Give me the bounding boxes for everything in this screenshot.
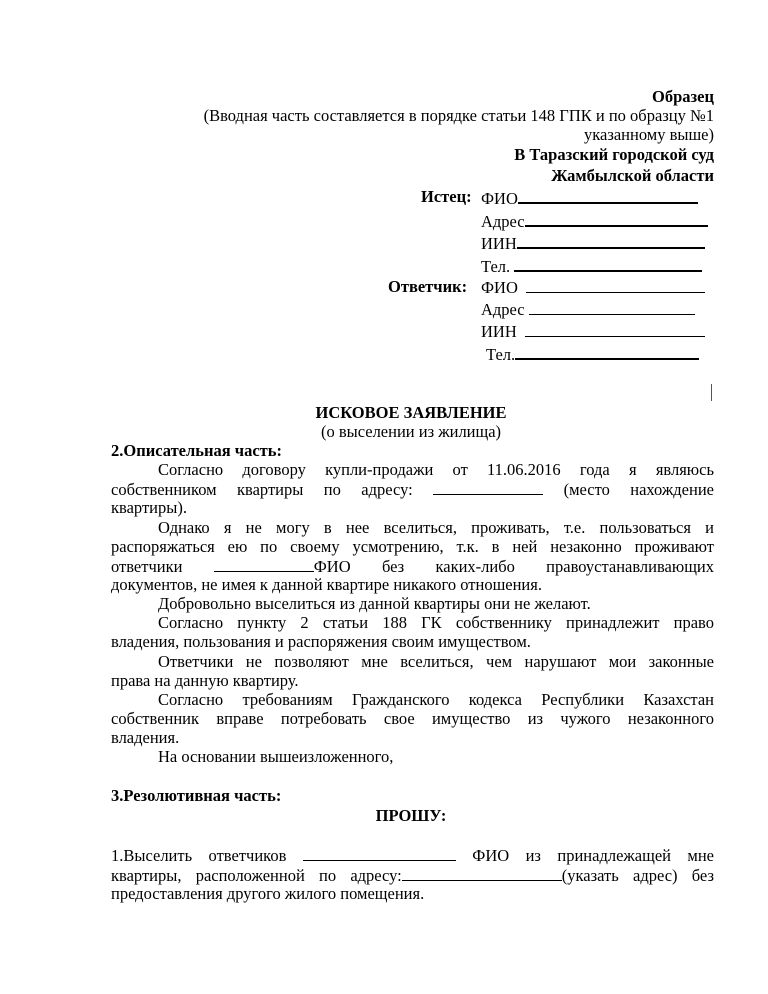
p2-line1: Однако я не могу в нее вселиться, проживать, т.е. пользоваться и: [158, 518, 714, 537]
defendant-blank-1: [214, 556, 314, 572]
defendant-fio-label: ФИО: [481, 278, 518, 297]
defendant-fio-blank: [526, 277, 705, 293]
p1-line2-text-b: (место нахождение: [563, 480, 714, 499]
p2-line3: [111, 556, 714, 577]
item1-line3: предоставления другого жилого помещения.: [111, 884, 425, 903]
defendant-iin-blank: [525, 321, 705, 337]
p2-line2: распоряжаться ею по своему усмотрению, т.к. в ней незаконно проживают: [111, 537, 714, 556]
defendant-address-blank: [529, 299, 695, 315]
defendant-phone-field: [486, 343, 699, 365]
defendant-iin-label: ИИН: [481, 322, 517, 341]
defendant-address-field: [481, 299, 695, 320]
address-blank-2: [402, 865, 562, 881]
defendant-blank-2: [303, 845, 456, 861]
intro-note-line1: (Вводная часть составляется в порядке статьи 148 ГПК и по образцу №1: [203, 106, 714, 125]
item1-line2-text-a: квартиры, расположенной по адресу:: [111, 866, 402, 885]
plaintiff-iin-field: [481, 232, 705, 254]
defendant-label: Ответчик:: [388, 277, 468, 296]
defendant-phone-label: Тел.: [486, 345, 516, 364]
text-cursor: [711, 384, 712, 401]
p6-line1: Согласно требованиям Гражданского кодекса Республики Казахстан: [158, 690, 714, 709]
p4-line1: Согласно пункту 2 статьи 188 ГК собственнику принадлежит право: [158, 613, 714, 632]
p3-line1: Добровольно выселиться из данной квартиры они не желают.: [158, 594, 591, 613]
request-heading: ПРОШУ:: [375, 806, 447, 825]
p1-line3: квартиры).: [111, 498, 187, 517]
item1-line1-text-a: 1.Выселить ответчиков: [111, 846, 287, 865]
plaintiff-address-label: Адрес: [481, 212, 525, 231]
p6-line2: собственник вправе потребовать свое имущество из чужого незаконного: [111, 709, 714, 728]
address-blank-1: [433, 479, 543, 495]
p6-line3: владения.: [111, 728, 180, 747]
defendant-fio-field: [481, 277, 705, 298]
plaintiff-label: Истец:: [421, 187, 472, 206]
defendant-iin-field: [481, 321, 705, 342]
plaintiff-address-blank: [525, 210, 708, 227]
p1-line2: [111, 479, 714, 500]
court-name-line1: В Таразский городской суд: [514, 145, 714, 164]
plaintiff-address-field: [481, 210, 708, 232]
item1-line1: [111, 845, 714, 866]
p5-line1: Ответчики не позволяют мне вселиться, чем нарушают мои законные: [158, 652, 714, 671]
plaintiff-fio-field: [481, 187, 698, 209]
p2-line3-text-a: ответчики: [111, 557, 183, 576]
document-title: ИСКОВОЕ ЗАЯВЛЕНИЕ: [315, 403, 507, 422]
defendant-address-label: Адрес: [481, 300, 525, 319]
plaintiff-phone-blank: [514, 255, 702, 272]
plaintiff-phone-field: [481, 255, 702, 277]
p7-line1: На основании вышеизложенного,: [158, 747, 394, 766]
p2-line3-text-b: ФИО без каких-либо правоустанавливающих: [313, 557, 714, 576]
plaintiff-fio-label: ФИО: [481, 189, 518, 208]
plaintiff-phone-label: Тел.: [481, 257, 511, 276]
sample-label: Образец: [652, 87, 714, 106]
descriptive-heading: 2.Описательная часть:: [111, 441, 282, 460]
plaintiff-iin-label: ИИН: [481, 234, 517, 253]
p5-line2: права на данную квартиру.: [111, 671, 299, 690]
p4-line2: владения, пользования и распоряжения своим имуществом.: [111, 632, 531, 651]
resolutive-heading: 3.Резолютивная часть:: [111, 786, 282, 805]
document-subtitle: (о выселении из жилища): [320, 422, 502, 441]
item1-line1-text-b: ФИО из принадлежащей мне: [472, 846, 715, 865]
plaintiff-fio-blank: [518, 187, 698, 204]
plaintiff-iin-blank: [517, 232, 705, 249]
item1-line2: [111, 865, 714, 886]
item1-line2-text-b: (указать адрес) без: [561, 866, 714, 885]
p1-line2-text-a: собственником квартиры по адресу:: [111, 480, 413, 499]
defendant-phone-blank: [515, 343, 699, 360]
p1-line1: Согласно договору купли-продажи от 11.06.2016 года я являюсь: [158, 460, 714, 479]
p2-line4: документов, не имея к данной квартире никакого отношения.: [111, 575, 542, 594]
court-name-line2: Жамбылской области: [551, 166, 714, 185]
intro-note-line2: указанному выше): [584, 125, 714, 144]
